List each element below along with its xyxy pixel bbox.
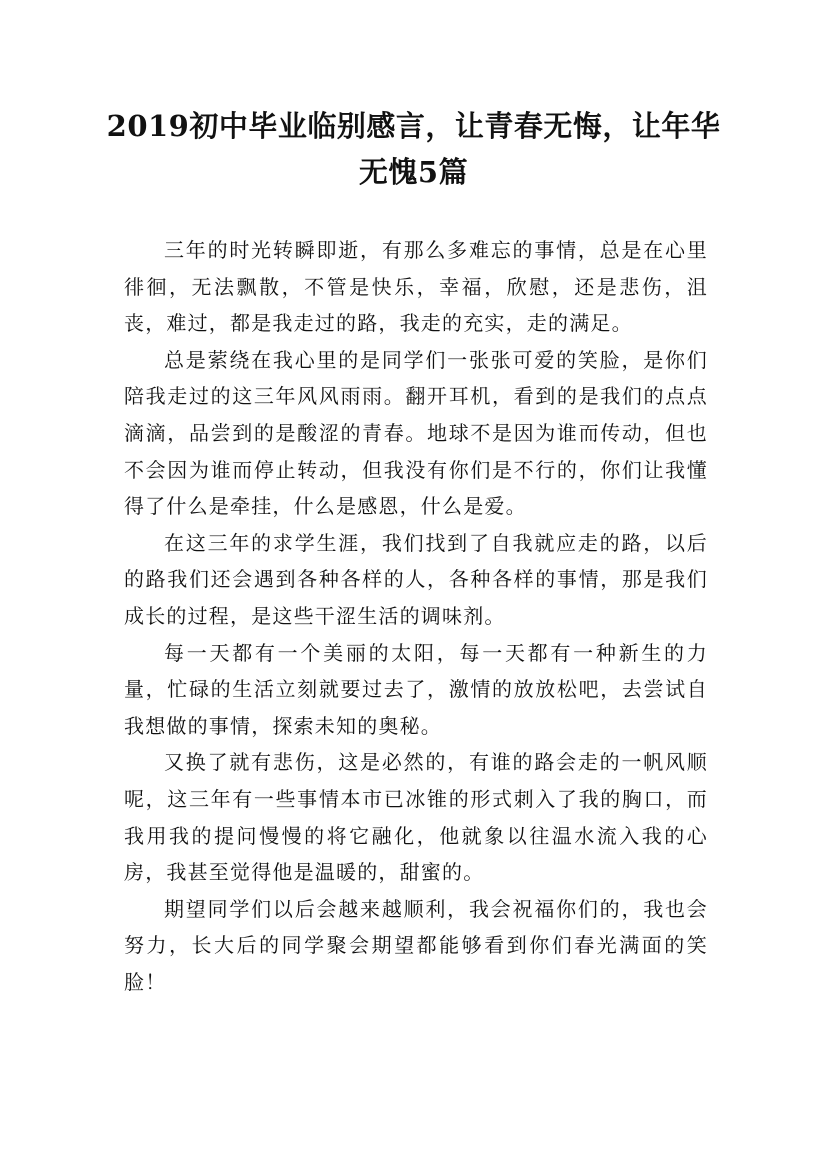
paragraph-3: 在这三年的求学生涯，我们找到了自我就应走的路，以后的路我们还会遇到各种各样的人，各种各样的事情，那是我们成长的过程，是这些干涩生活的调味剂。 [124, 530, 708, 628]
paragraph-6: 期望同学们以后会越来越顺利，我会祝福你们的，我也会努力，长大后的同学聚会期望都能够看到你们春光满面的笑脸！ [124, 896, 708, 994]
document-title: 2019初中毕业临别感言，让青春无悔，让年华无愧5篇 [106, 109, 721, 189]
paragraph-4: 每一天都有一个美丽的太阳，每一天都有一种新生的力量，忙碌的生活立刻就要过去了，激情的放放松吧，去尝试自我想做的事情，探索未知的奥秘。 [124, 640, 708, 738]
paragraph-2: 总是萦绕在我心里的是同学们一张张可爱的笑脸，是你们陪我走过的这三年风风雨雨。翻开耳机，看到的是我们的点点滴滴，品尝到的是酸涩的青春。地球不是因为谁而传动，但也不会因为谁而停止转动，但我没有你们是不行的，你们让我懂得了什么是牵挂，什么是感恩，什么是爱。 [124, 347, 708, 519]
paragraph-1: 三年的时光转瞬即逝，有那么多难忘的事情，总是在心里徘徊，无法飘散，不管是快乐，幸福，欣慰，还是悲伤，沮丧，难过，都是我走过的路，我走的充实，走的满足。 [124, 238, 708, 336]
paragraph-5: 又换了就有悲伤，这是必然的，有谁的路会走的一帆风顺呢，这三年有一些事情本市已冰锥的形式刺入了我的胸口，而我用我的提问慢慢的将它融化，他就象以往温水流入我的心房，我甚至觉得他是温暖的，甜蜜的。 [124, 750, 708, 885]
document-body [124, 232, 708, 1000]
